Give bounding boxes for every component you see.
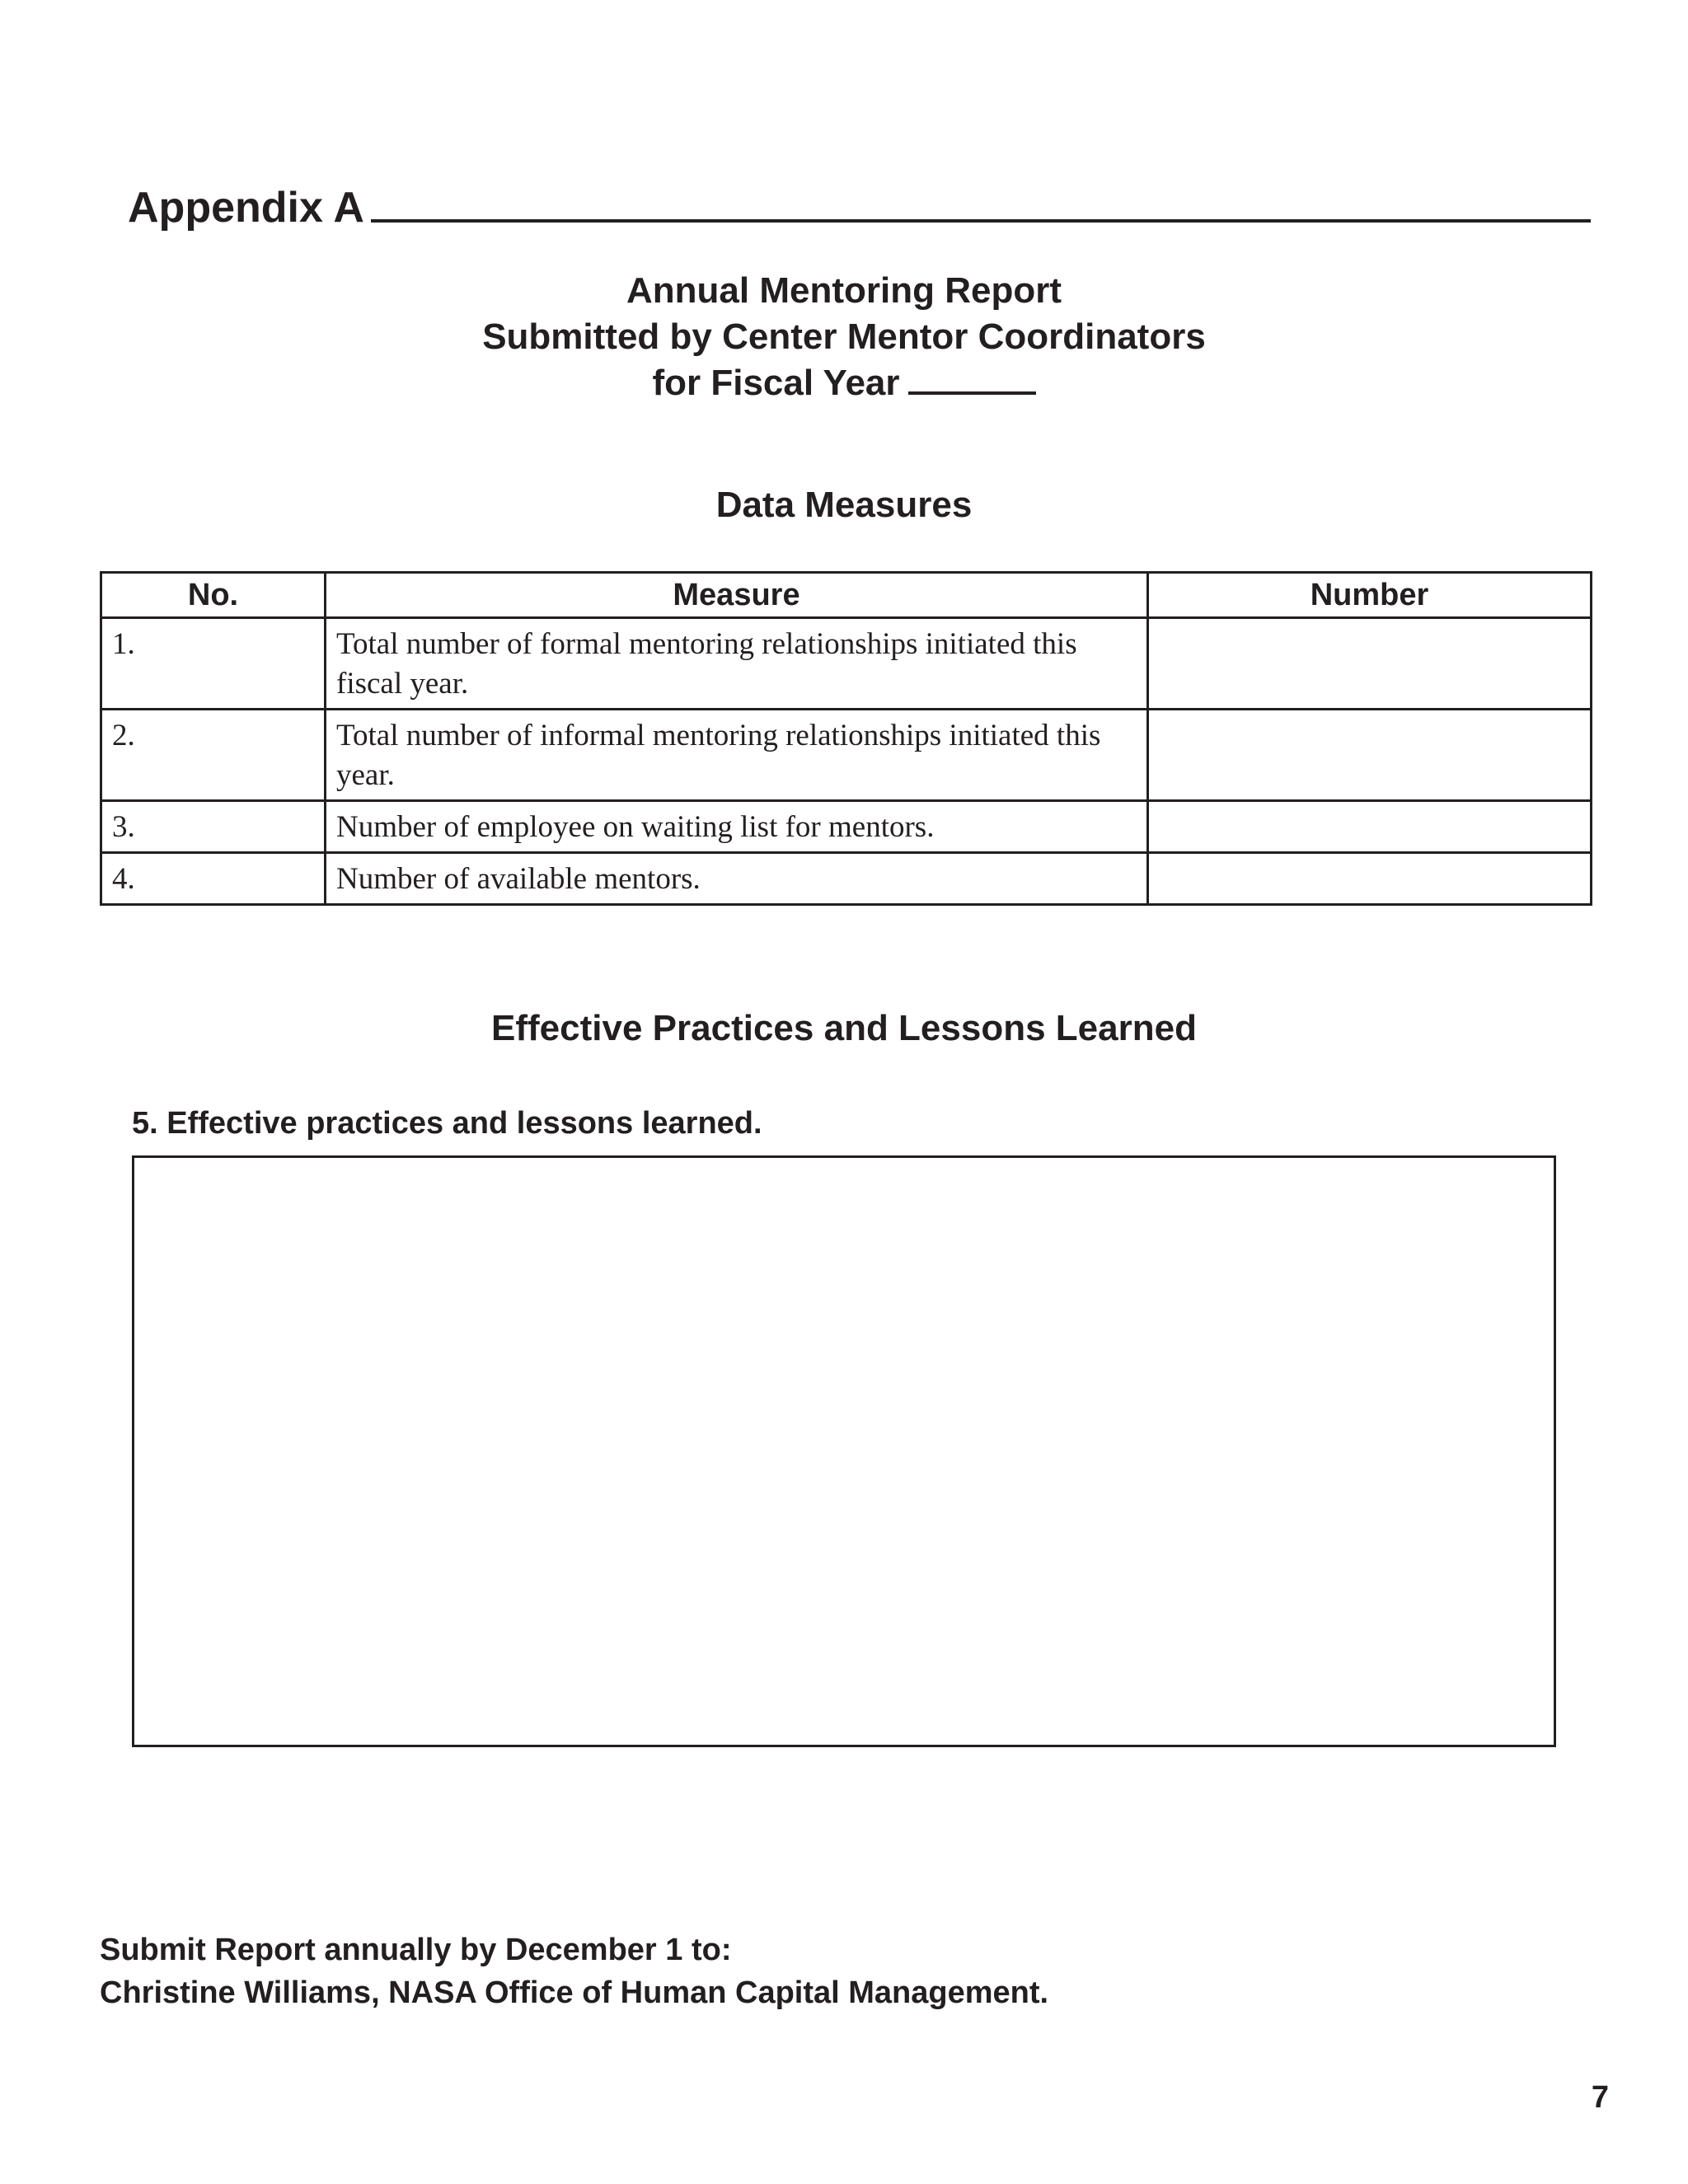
question-5-label: 5. Effective practices and lessons learned. [132, 1106, 762, 1141]
report-title-line-3 [0, 360, 1688, 406]
row-no: 3. [101, 801, 326, 853]
report-title [0, 268, 1688, 406]
column-header-no: No. [101, 573, 326, 618]
practices-title: Effective Practices and Lessons Learned [491, 1008, 1197, 1048]
table-row [101, 853, 1592, 905]
data-measures-table [100, 571, 1592, 906]
table-row [101, 710, 1592, 801]
appendix-title: Appendix A [128, 184, 364, 232]
practices-answer-box[interactable] [132, 1155, 1556, 1747]
column-header-number: Number [1148, 573, 1592, 618]
data-measures-title: Data Measures [715, 485, 973, 525]
submit-line-1: Submit Report annually by December 1 to: [100, 1933, 732, 1967]
submit-line-2: Christine Williams, NASA Office of Human Capital Management. [100, 1975, 1049, 2010]
row-measure: Total number of formal mentoring relationships initiated this fiscal year. [326, 618, 1148, 710]
row-no: 4. [101, 853, 326, 905]
appendix-header [128, 173, 1591, 231]
row-no: 1. [101, 618, 326, 710]
column-header-measure: Measure [326, 573, 1148, 618]
submit-instructions [100, 1929, 1048, 2014]
page-number: 7 [1591, 2080, 1609, 2115]
appendix-rule [371, 219, 1591, 223]
row-measure: Number of available mentors. [326, 853, 1148, 905]
row-measure: Total number of informal mentoring relationships initiated this year. [326, 710, 1148, 801]
row-no: 2. [101, 710, 326, 801]
fiscal-year-label: for Fiscal Year [652, 363, 900, 403]
row-number-cell[interactable] [1148, 801, 1592, 853]
table-header-row [101, 573, 1592, 618]
table-row [101, 801, 1592, 853]
report-title-line-2: Submitted by Center Mentor Coordinators [482, 316, 1206, 357]
table-row [101, 618, 1592, 710]
row-measure: Number of employee on waiting list for mentors. [326, 801, 1148, 853]
fiscal-year-blank[interactable] [908, 360, 1036, 395]
report-title-line-1: Annual Mentoring Report [626, 270, 1062, 311]
row-number-cell[interactable] [1148, 853, 1592, 905]
row-number-cell[interactable] [1148, 710, 1592, 801]
row-number-cell[interactable] [1148, 618, 1592, 710]
